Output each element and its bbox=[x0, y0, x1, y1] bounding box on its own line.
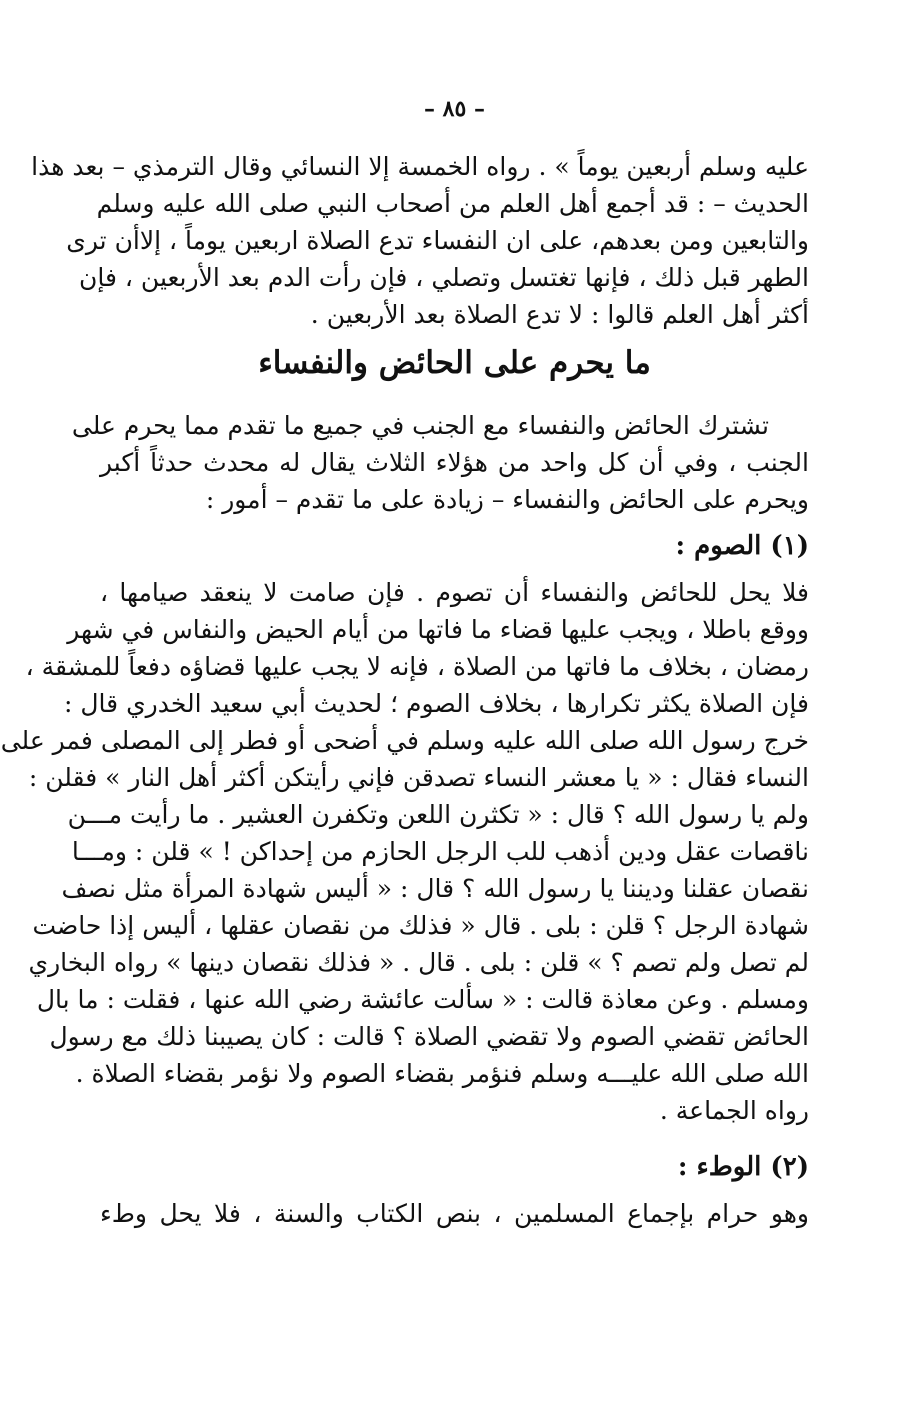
text-line: أكثر أهل العلم قالوا : لا تدع الصلاة بعد الأربعين . bbox=[310, 300, 809, 329]
text-line: الله صلى الله عليـــه وسلم فنؤمر بقضاء الصوم ولا نؤمر بقضاء الصلاة . bbox=[75, 1059, 809, 1088]
text-line: والتابعين ومن بعدهم، على ان النفساء تدع الصلاة اربعين يوماً ، إلاأن ترى bbox=[66, 226, 809, 255]
text-line: ناقصات عقل ودين أذهب للب الرجل الحازم من إحداكن ! » قلن : ومـــا bbox=[71, 837, 809, 866]
text-line: نقصان عقلنا وديننا يا رسول الله ؟ قال : « أليس شهادة المرأة مثل نصف bbox=[61, 874, 809, 903]
text-line: رمضان ، بخلاف ما فاتها من الصلاة ، فإنه لا يجب عليها قضاؤه دفعاً للمشقة ، bbox=[25, 652, 809, 681]
paragraph-intercourse bbox=[100, 1195, 809, 1232]
text-line: الحائض تقضي الصوم ولا تقضي الصلاة ؟ قالت : كان يصيبنا ذلك مع رسول bbox=[49, 1022, 809, 1051]
text-line: ووقع باطلا ، ويجب عليها قضاء ما فاتها من أيام الحيض والنفاس في شهر bbox=[67, 615, 809, 644]
section-heading: ما يحرم على الحائض والنفساء bbox=[258, 345, 651, 381]
text-line: ويحرم على الحائض والنفساء – زيادة على ما تقدم – أمور : bbox=[205, 485, 809, 514]
text-line: ولم يا رسول الله ؟ قال : « تكثرن اللعن وتكفرن العشير . ما رأيت مـــن bbox=[67, 800, 809, 829]
text-line: فلا يحل للحائض والنفساء أن تصوم . فإن صامت لا ينعقد صيامها ، bbox=[100, 578, 809, 607]
text-line: خرج رسول الله صلى الله عليه وسلم في أضحى أو فطر إلى المصلى فمر على bbox=[0, 726, 809, 755]
text-line: الطهر قبل ذلك ، فإنها تغتسل وتصلي ، فإن رأت الدم بعد الأربعين ، فإن bbox=[79, 263, 809, 292]
text-line: رواه الجماعة . bbox=[659, 1096, 809, 1125]
text-line: النساء فقال : « يا معشر النساء تصدقن فإني رأيتكن أكثر أهل النار » فقلن : bbox=[28, 763, 809, 792]
text-line: الجنب ، وفي أن كل واحد من هؤلاء الثلاث يقال له محدث حدثاً أكبر bbox=[100, 448, 809, 477]
text-line: لم تصل ولم تصم ؟ » قلن : بلى . قال . « فذلك نقصان دينها » رواه البخاري bbox=[28, 948, 809, 977]
text-line: شهادة الرجل ؟ قلن : بلى . قال « فذلك من نقصان عقلها ، أليس إذا حاضت bbox=[32, 911, 809, 940]
paragraph-tirmidhi-commentary bbox=[31, 148, 809, 333]
text-line: ومسلم . وعن معاذة قالت : « سألت عائشة رضي الله عنها ، فقلت : ما بال bbox=[36, 985, 809, 1014]
subsection-title-intercourse: (٢) الوطء : bbox=[677, 1152, 809, 1182]
text-line: الحديث – : قد أجمع أهل العلم من أصحاب النبي صلى الله عليه وسلم bbox=[96, 189, 809, 218]
spacer bbox=[100, 1129, 809, 1139]
paragraph-fasting bbox=[0, 574, 809, 1129]
text-line: عليه وسلم أربعين يوماً » . رواه الخمسة إلا النسائي وقال الترمذي – بعد هذا bbox=[31, 152, 809, 181]
page-number: – ٨٥ – bbox=[424, 96, 485, 122]
text-line: تشترك الحائض والنفساء مع الجنب في جميع ما تقدم مما يحرم على bbox=[71, 411, 769, 440]
subsection-title-fasting: (١) الصوم : bbox=[675, 531, 809, 561]
text-line: وهو حرام بإجماع المسلمين ، بنص الكتاب والسنة ، فلا يحل وطء bbox=[100, 1199, 809, 1228]
paragraph-introduction bbox=[71, 407, 809, 518]
text-line: فإن الصلاة يكثر تكرارها ، بخلاف الصوم ؛ لحديث أبي سعيد الخدري قال : bbox=[64, 689, 809, 718]
